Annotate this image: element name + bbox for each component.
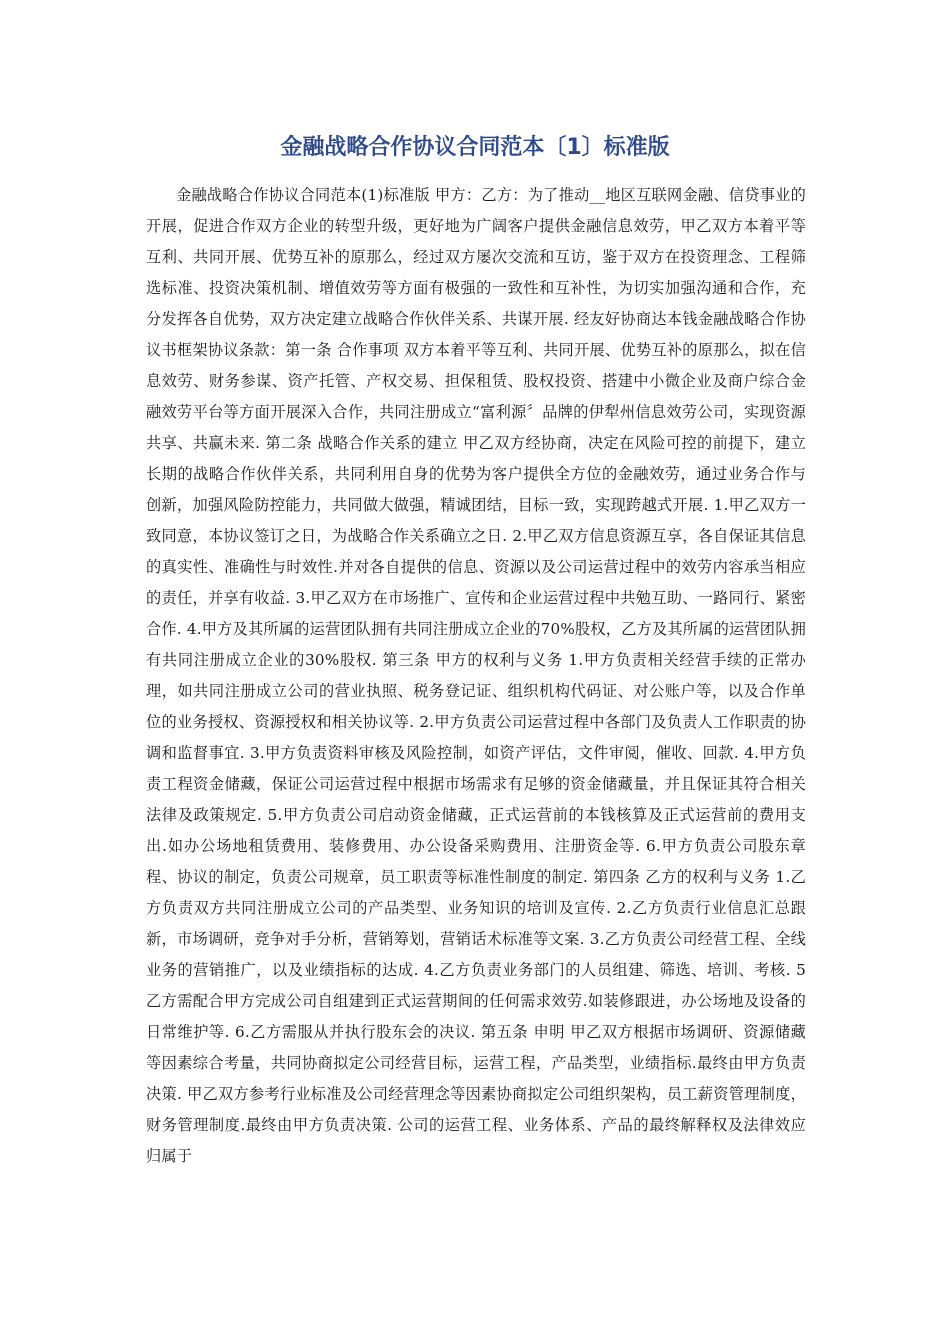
document-body-paragraph: 金融战略合作协议合同范本(1)标准版 甲方：乙方：为了推动__地区互联网金融、信贷事业的开展，促进合作双方企业的转型升级，更好地为广阔客户提供金融信息效劳，甲乙双方本着平等互利、共同开展、优势互补的原那么，经过双方屡次交流和互访，鉴于双方在投资理念、工程筛选标准、投资决策机制、增值效劳等方面有极强的一致性和互补性，为切实加强沟通和合作，充分发挥各自优势，双方决定建立战略合作伙伴关系、共谋开展. 经友好协商达本钱金融战略合作协议书框架协议条款：第一条 合作事项 双方本着平等互利、共同开展、优势互补的原那么，拟在信息效劳、财务参谋、资产托管、产权交易、担保租赁、股权投资、搭建中小微企业及商户综合金融效劳平台等方面开展深入合作，共同注册成立“富利源〞品牌的伊犁州信息效劳公司，实现资源共享、共赢未来. 第二条 战略合作关系的建立 甲乙双方经协商，决定在风险可控的前提下，建立长期的战略合作伙伴关系，共同利用自身的优势为客户提供全方位的金融效劳，通过业务合作与创新，加强风险防控能力，共同做大做强，精诚团结，目标一致，实现跨越式开展. 1.甲乙双方一致同意，本协议签订之日，为战略合作关系确立之日. 2.甲乙双方信息资源互享，各自保证其信息的真实性、准确性与时效性.并对各自提供的信息、资源以及公司运营过程中的效劳内容承当相应的责任，并享有收益. 3.甲乙双方在市场推广、宣传和企业运营过程中共勉互助、一路同行、紧密合作. 4.甲方及其所属的运营团队拥有共同注册成立企业的70%股权，乙方及其所属的运营团队拥有共同注册成立企业的30%股权. 第三条 甲方的权利与义务 1.甲方负责相关经营手续的正常办理，如共同注册成立公司的营业执照、税务登记证、组织机构代码证、对公账户等，以及合作单位的业务授权、资源授权和相关协议等. 2.甲方负责公司运营过程中各部门及负责人工作职责的协调和监督事宜. 3.甲方负责资料审核及风险控制，如资产评估，文件审阅，催收、回款. 4.甲方负责工程资金储藏，保证公司运营过程中根据市场需求有足够的资金储藏量，并且保证其符合相关法律及政策规定. 5.甲方负责公司启动资金储藏，正式运营前的本钱核算及正式运营前的费用支出.如办公场地租赁费用、装修费用、办公设备采购费用、注册资金等. 6.甲方负责公司股东章程、协议的制定，负责公司规章，员工职责等标准性制度的制定. 第四条 乙方的权利与义务 1.乙方负责双方共同注册成立公司的产品类型、业务知识的培训及宣传. 2.乙方负责行业信息汇总跟新，市场调研，竞争对手分析，营销筹划，营销话术标准等文案. 3.乙方负责公司经营工程、全线业务的营销推广，以及业绩指标的达成. 4.乙方负责业务部门的人员组建、筛选、培训、考核. 5乙方需配合甲方完成公司自组建到正式运营期间的任何需求效劳.如装修跟进，办公场地及设备的日常维护等. 6.乙方需服从并执行股东会的决议. 第五条 申明 甲乙双方根据市场调研、资源储藏等因素综合考量，共同协商拟定公司经营目标，运营工程，产品类型，业绩指标.最终由甲方负责决策. 甲乙双方参考行业标准及公司经营理念等因素协商拟定公司组织架构，员工薪资管理制度，财务管理制度.最终由甲方负责决策. 公司的运营工程、业务体系、产品的最终解释权及法律效应归属于 [146,186,806,1165]
document-title: 金融战略合作协议合同范本〔1〕标准版 [280,135,670,160]
